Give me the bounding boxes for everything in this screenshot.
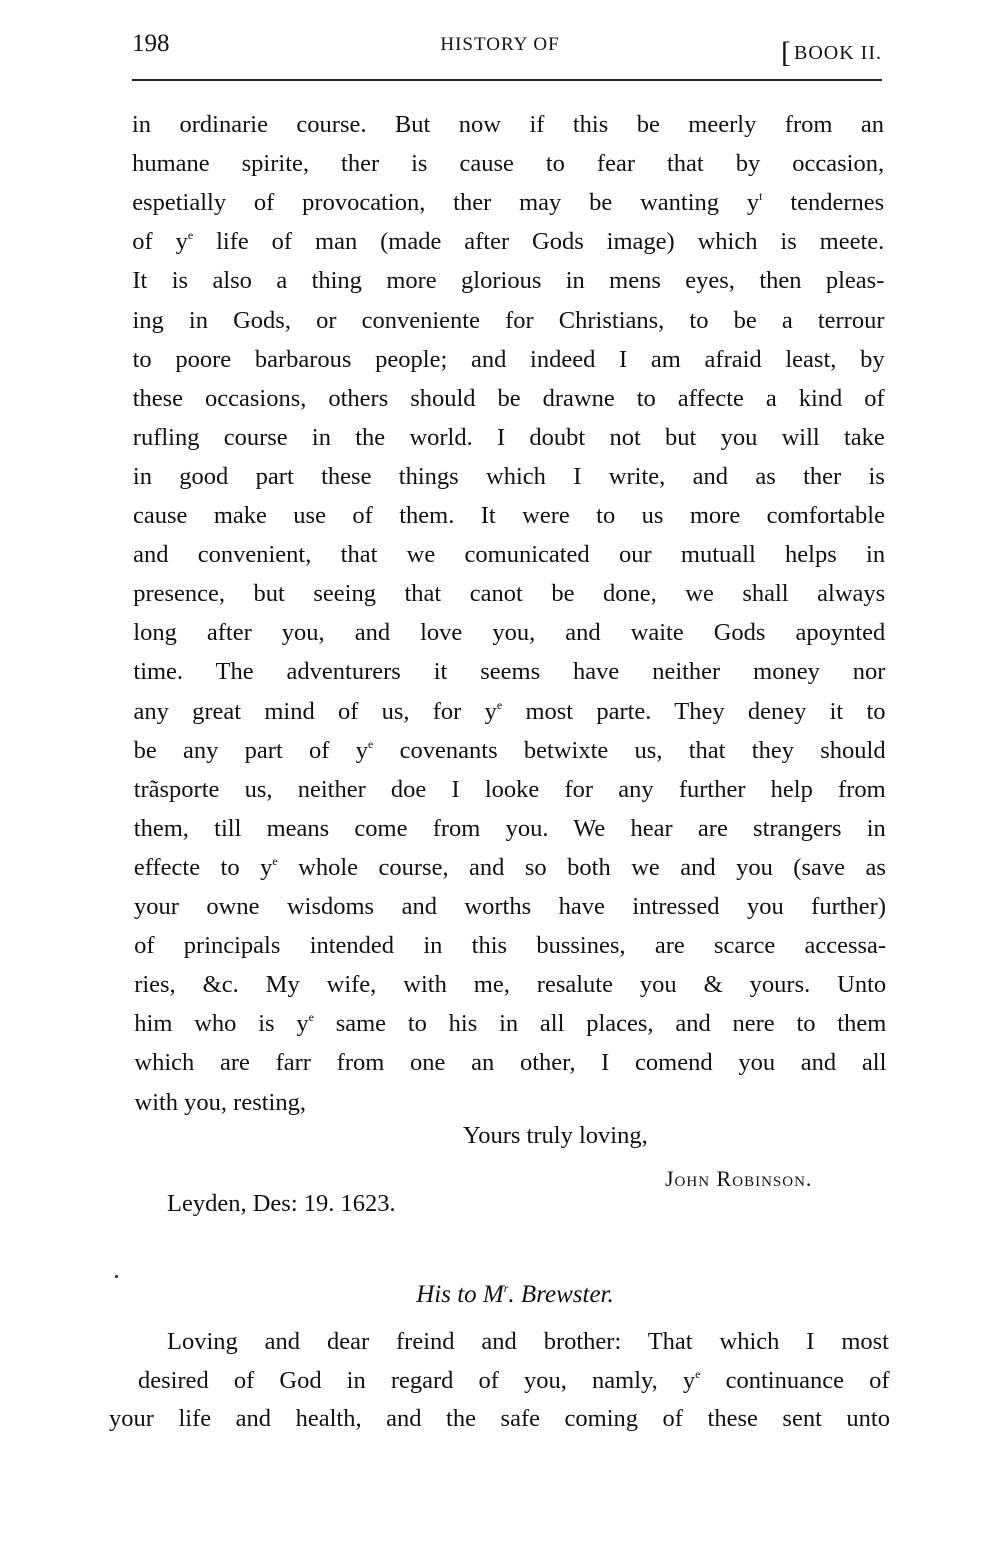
- text-line: [134, 931, 886, 961]
- line-text: presence, but seeing that canot be done, we shall always: [133, 580, 886, 608]
- line-text: of y: [132, 228, 188, 256]
- text-line: [138, 1366, 890, 1396]
- line-text: them, till means come from you. We hear are strangers in: [133, 814, 886, 842]
- text-line: [133, 384, 885, 414]
- heading-text-end: . Brewster.: [508, 1281, 614, 1308]
- superscript: e: [272, 853, 278, 868]
- line-text: trãsporte us, neither doe I looke for any further help from: [133, 775, 886, 803]
- heading-superscript: r: [503, 1281, 509, 1295]
- text-line: [134, 775, 886, 805]
- line-text: to poore barbarous people; and indeed I am afraid least, by: [132, 345, 885, 373]
- book-number: BOOK II.: [794, 42, 882, 64]
- line-text: rufling course in the world. I doubt not but you will take: [132, 423, 885, 451]
- dateline: Leyden, Des: 19. 1623.: [167, 1190, 396, 1217]
- line-text: most parte. They deney it to: [502, 697, 886, 725]
- line-text: in good part these things which I write, and as ther is: [132, 462, 885, 490]
- text-line: [167, 1327, 889, 1357]
- line-text: and convenient, that we comunicated our mutuall helps in: [133, 541, 886, 569]
- line-text: with you, resting,: [134, 1088, 306, 1116]
- text-line: [134, 1048, 886, 1078]
- line-text: long after you, and love you, and waite Gods apoynted: [133, 619, 886, 647]
- line-text: same to his in all places, and nere to them: [313, 1010, 887, 1038]
- line-text: your owne wisdoms and worths have intressed you further): [134, 893, 886, 920]
- text-line: [133, 540, 885, 570]
- line-text: these occasions, others should be drawne to affecte a kind of: [132, 384, 885, 412]
- line-text: your life and health, and the safe coming of these sent unto: [109, 1405, 890, 1432]
- superscript: e: [496, 697, 503, 712]
- text-line: [133, 462, 885, 492]
- text-line: [134, 736, 886, 766]
- text-line: [134, 892, 886, 922]
- line-text: in ordinarie course. But now if this be meerly from an: [132, 111, 884, 138]
- text-line: [135, 1088, 887, 1118]
- text-line: [133, 306, 885, 336]
- line-text: cause make use of them. It were to us more comfortable: [133, 502, 885, 529]
- page-number: 198: [132, 30, 170, 57]
- text-line: [133, 579, 885, 609]
- text-line: [134, 814, 886, 844]
- line-text: effecte to y: [133, 853, 273, 881]
- superscript: t: [759, 189, 763, 204]
- text-line: [133, 657, 885, 687]
- text-line: [132, 227, 884, 257]
- line-text: whole course, and so both we and you (save as: [277, 853, 886, 881]
- text-line: [132, 188, 884, 218]
- line-text: espetially of provocation, ther may be wanting y: [132, 189, 760, 217]
- signature: John Robinson.: [665, 1166, 813, 1191]
- text-line: [133, 345, 885, 375]
- text-line: [134, 970, 886, 1000]
- section-heading: [0, 1281, 1000, 1309]
- line-text: ing in Gods, or conveniente for Christians, to be a terrour: [132, 306, 885, 334]
- text-line: [134, 697, 886, 727]
- text-line: [133, 618, 885, 648]
- book-label: [781, 33, 882, 67]
- line-text: desired of God in regard of you, namly, y: [138, 1366, 696, 1394]
- text-line: [132, 266, 884, 296]
- line-text: Loving and dear freind and brother: That which I most: [167, 1328, 889, 1355]
- line-text: covenants betwixte us, that they should: [373, 736, 886, 764]
- valediction: Yours truly loving,: [463, 1122, 648, 1149]
- text-line: [133, 423, 885, 453]
- superscript: e: [308, 1010, 314, 1025]
- running-title: HISTORY OF: [440, 34, 560, 55]
- line-text: life of man (made after Gods image) which is meete.: [193, 228, 885, 256]
- text-line: [133, 501, 885, 531]
- text-line: [134, 853, 886, 883]
- superscript: e: [695, 1366, 701, 1381]
- line-text: continuance of: [700, 1366, 890, 1394]
- line-text: ries, &c. My wife, with me, resalute you & yours. Unto: [134, 971, 887, 999]
- heading-text: His to M: [416, 1281, 504, 1308]
- line-text: which are farr from one an other, I comend you and all: [134, 1049, 887, 1077]
- line-text: tendernes: [762, 189, 885, 217]
- text-line: [132, 149, 884, 179]
- text-line: [132, 110, 884, 140]
- bracket: [: [781, 36, 792, 69]
- line-text: It is also a thing more glorious in mens eyes, then pleas-: [132, 267, 885, 295]
- header-rule: [132, 79, 882, 81]
- line-text: any great mind of us, for y: [133, 697, 497, 725]
- print-speck: [115, 1275, 118, 1278]
- line-text: be any part of y: [133, 736, 369, 764]
- line-text: of principals intended in this bussines, are scarce accessa-: [134, 932, 887, 960]
- line-text: humane spirite, ther is cause to fear that by occasion,: [132, 150, 885, 178]
- line-text: time. The adventurers it seems have neither money nor: [133, 658, 886, 686]
- superscript: e: [187, 228, 194, 243]
- text-line: [134, 1009, 886, 1039]
- line-text: him who is y: [134, 1010, 309, 1038]
- text-line: [109, 1404, 890, 1434]
- superscript: e: [368, 736, 374, 751]
